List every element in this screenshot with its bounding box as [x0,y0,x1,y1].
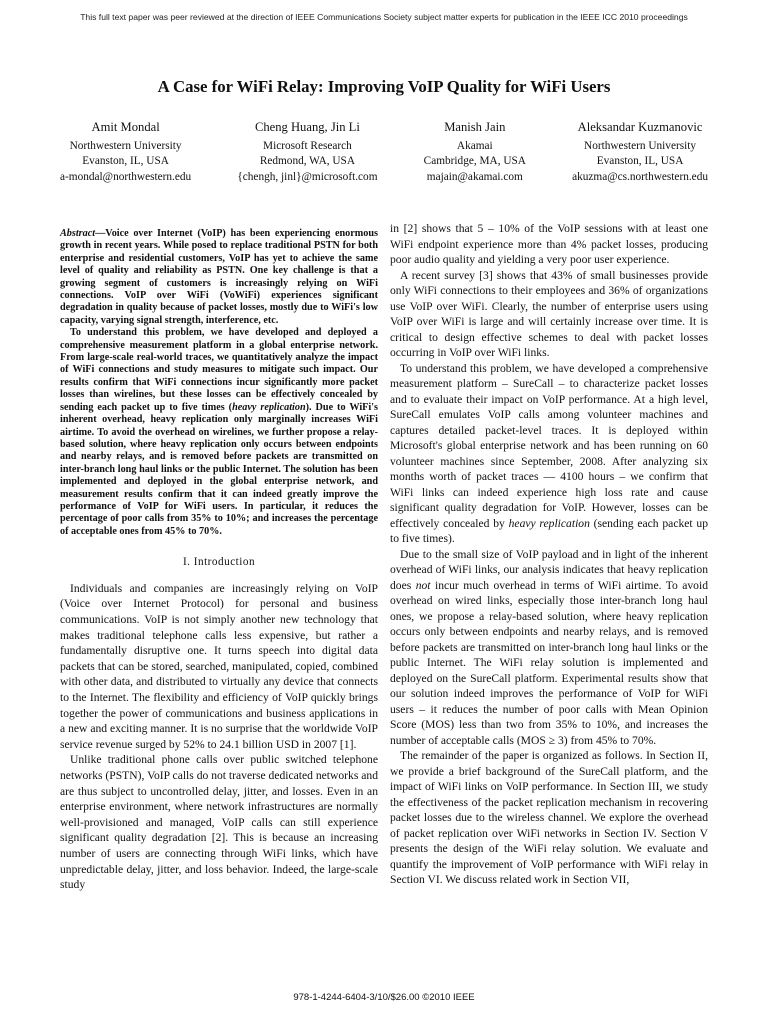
paragraph-text: To understand this problem, we have developed a comprehensive measurement platform – SureCall – to characterize packet losses and to evaluate their impact on VoIP performance. At a high level, SureCall emulates VoIP calls among volunteer machines and captures detailed packet-level traces. It is deployed within Microsoft's global enterprise network and has been running on 60 volunteer machines since September, 2008. After analyzing six months worth of packet traces — 4100 hours – we confirm that WiFi links can indeed experience high loss rate and cause significant quality degradation for VoIP. However, losses can be effectively concealed by [390,361,708,530]
section-heading-introduction: I. Introduction [182,556,256,569]
author-affiliation: Northwestern University [69,139,182,152]
author-3 [424,120,526,185]
right-paragraph-2: A recent survey [3] shows that 43% of small businesses provide only WiFi connections to their employees and 36% of organizations use VoIP over WiFi. Clearly, the number of enterprise users using VoIP over WiFi is large and will certainly increase over time. It is critical to design effective schemes to deal with packet losses occurring in VoIP over WiFi links. [390,268,708,359]
author-1 [60,120,191,185]
intro-paragraph-1: Individuals and companies are increasingly relying on VoIP (Voice over Internet Protocol) for personal and business communications. VoIP is not simply another new technology that makes traditional telephone calls less expensive, but rather a fundamentally disruptive one. It turns speech into digital data packets that can be stored, searched, manipulated, copied, combined with other data, and distributed to virtually any device that connects to the Internet. The flexibility and efficiency of VoIP quickly brings together the power of communications and business applications in a new and exciting manner. It is no surprise that the worldwide VoIP service revenue surged by 52% to 24.1 billion USD in 2007 [1]. [60,581,378,751]
paragraph-text: (sending each packet up to five times). [390,516,709,545]
abstract-paragraph-1: Abstract—Voice over Internet (VoIP) has been experiencing enormous growth in recent years. While posed to replace traditional PSTN for both enterprise and residential customers, VoIP has yet to achieve the same level of quality and reliability as PSTN. One key challenge is that a growing segment of customers is increasingly relying on WiFi connections. VoIP over WiFi (VoWiFi) experiences significant degradation in quality because of packet losses, mostly due to WiFi's low capacity, varying signal strength, interference, etc. [60,228,378,326]
author-email: {chengh, jinl}@microsoft.com [237,170,378,183]
right-column [390,221,708,888]
author-name: Manish Jain [444,120,506,134]
copyright-footer: 978-1-4244-6404-3/10/$26.00 ©2010 IEEE [293,992,475,1003]
right-paragraph-5: The remainder of the paper is organized as follows. In Section II, we provide a brief background of the SureCall platform, and the impact of WiFi links on VoIP performance. In Section III, we study the effectiveness of the packet replication mechanism in recovering packet losses due to the wireless channel. We explore the overhead of packet replication over WiFi networks in Section IV. Section V presents the design of the WiFi relay solution. We evaluate and quantify the improvement of VoIP performance with WiFi relay in Section VI. We discuss related work in Section VII, [390,749,708,886]
abstract-paragraph-2 [60,327,378,538]
author-affiliation: Microsoft Research [263,139,352,152]
intro-paragraph-2: Unlike traditional phone calls over public switched telephone networks (PSTN), VoIP calls do not traverse dedicated networks and are thus subject to uncontrolled delay, jitter, and losses. Even in an enterprise environment, where network infrastructures are normally well-provisioned and managed, VoIP calls can still experience significant quality degradation [2]. This is because an increasing number of users are connecting through WiFi links, which have unpredictable delay, jitter, and loss behavior. Indeed, the large-scale study [60,753,378,892]
author-name: Cheng Huang, Jin Li [254,120,360,134]
abstract-keyword: heavy replication [232,401,306,413]
introduction-body [60,581,378,893]
author-name: Aleksandar Kuzmanovic [577,120,703,134]
author-location: Evanston, IL, USA [596,155,684,167]
author-block [60,120,708,185]
author-affiliation: Akamai [456,139,493,152]
peer-review-note: This full text paper was peer reviewed at the direction of IEEE Communications Society subject matter experts for publication in the IEEE ICC 2010 proceedings [80,12,688,22]
emphasis-text: not [415,578,431,592]
abstract-text: Voice over Internet (VoIP) has been experiencing enormous growth in recent years. While posed to replace traditional PSTN for both enterprise and residential customers, VoIP has yet to achieve the same level of quality and reliability as PSTN. One key challenge is that a growing segment of customers is increasingly relying on WiFi connections. VoIP over WiFi (VoWiFi) experiences significant degradation in quality because of packet losses, mostly due to WiFi's low capacity, varying signal strength, interference, etc. [60,228,378,326]
paragraph-text: incur much overhead in terms of WiFi airtime. To avoid overhead on wired links, especially those inter-branch long haul ones, we propose a relay-based solution, where heavy replication occurs only between endpoints and nearby relays, and is removed before packets are transmitted on inter-branch long haul links or the public Internet. The WiFi relay solution is implemented and deployed on the SureCall platform. Experimental results show that our solution indeed improves the performance of VoIP for WiFi users – it reduces the number of poor calls with Mean Opinion Score (MOS) less than two from 35% to 10%, and increases the number of acceptable calls (MOS ≥ 3) from 45% to 70%. [390,578,708,747]
right-paragraph-4 [390,547,708,749]
author-2 [237,120,377,185]
author-email: majain@akamai.com [426,170,523,183]
author-name: Amit Mondal [91,120,160,134]
paper-title: A Case for WiFi Relay: Improving VoIP Quality for WiFi Users [157,77,611,96]
abstract-text: ). Due to WiFi's inherent overhead, heavy replication only marginally increases WiFi airtime. To avoid the overhead on wirelines, we further propose a relay-based solution, where heavy replication only occurs between endpoints and nearby relays, and is removed before packets are transmitted on inter-branch long haul links or the public Internet. The solution has been implemented and deployed in the global enterprise network, and measurement results confirm that it can indeed greatly improve the performance of VoIP for WiFi users. In particular, it reduces the percentage of poor calls from 35% to 10%; and increases the percentage of acceptable ones from 45% to 70%. [60,401,378,537]
author-location: Redmond, WA, USA [259,155,356,167]
right-column-body [390,221,708,888]
right-paragraph-1: in [2] shows that 5 – 10% of the VoIP sessions with at least one WiFi endpoint experience more than 4% packet losses, producing poor audio quality and yielding a very poor user experience. [390,222,708,266]
left-column [60,228,378,893]
abstract [60,228,378,538]
author-affiliation: Northwestern University [584,139,697,152]
author-email: a-mondal@northwestern.edu [60,170,192,183]
author-email: akuzma@cs.northwestern.edu [572,170,708,183]
paragraph-text: Due to the small size of VoIP payload and in light of the inherent overhead of WiFi links, our analysis indicates that heavy replication does [390,547,708,592]
author-location: Cambridge, MA, USA [423,155,526,167]
abstract-label: Abstract [60,228,96,239]
emphasis-text: heavy replication [508,516,590,530]
author-4 [572,120,708,185]
author-location: Evanston, IL, USA [82,155,169,167]
abstract-text: To understand this problem, we have developed and deployed a comprehensive measurement platform in a global enterprise network. From large-scale real-world traces, we quantitatively analyze the impact of WiFi connections and study measures to mitigate such impact. Our results confirm that WiFi connections incur significantly more packet losses than wirelines, but these losses can be effectively concealed by sending each packet up to five times ( [60,327,378,413]
right-paragraph-3 [390,361,708,547]
